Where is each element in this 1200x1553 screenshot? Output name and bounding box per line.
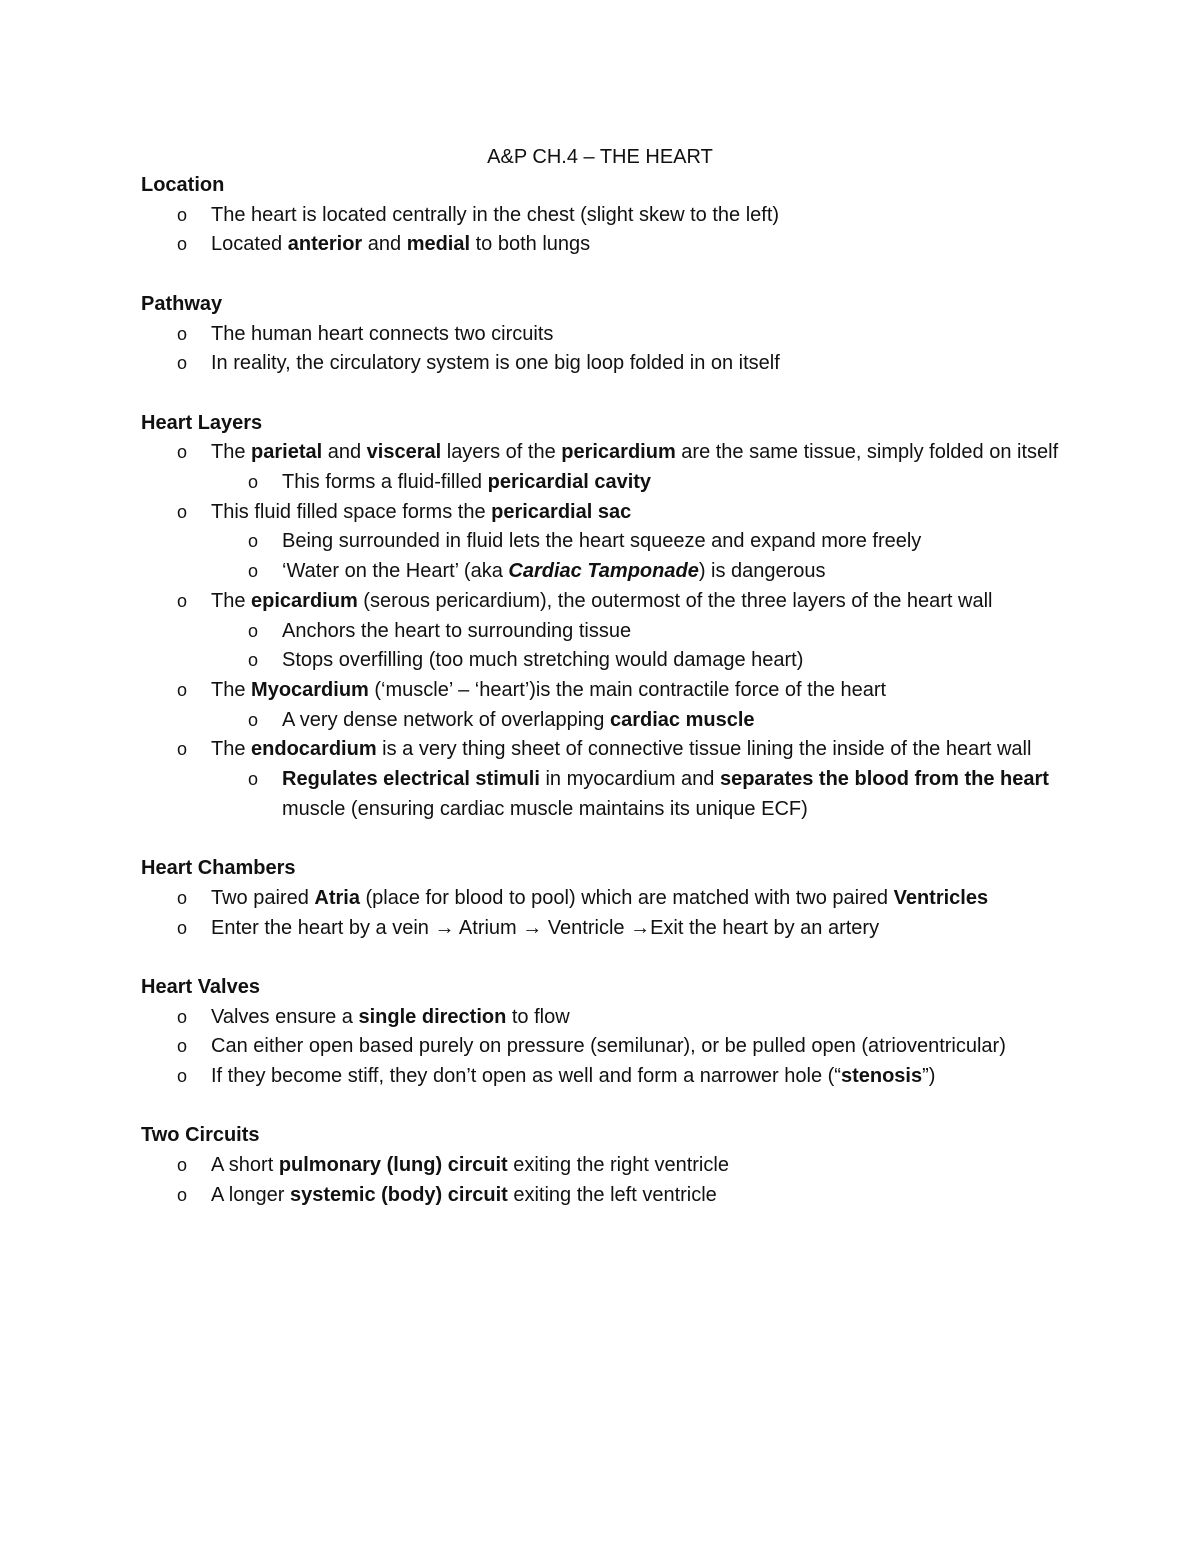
bullet-circle-icon: o (248, 472, 259, 492)
bullet-circle-icon: o (248, 561, 259, 582)
text-run: to both lungs (470, 233, 591, 256)
bold-term: pericardial cavity (487, 471, 652, 493)
bold-term: stenosis (840, 1065, 923, 1088)
section-heart-layers (141, 409, 1081, 825)
list-item (141, 676, 1081, 735)
bullet-circle-icon: o (248, 709, 259, 730)
text-run: are the same tissue, simply folded on itself (675, 441, 1059, 464)
list-item (141, 1062, 1081, 1092)
bullet-circle-icon: o (248, 531, 259, 552)
sub-list-item (141, 765, 1081, 824)
bold-term: visceral (366, 441, 442, 464)
bold-term: pericardium (561, 441, 676, 464)
bullet-list (141, 438, 1081, 824)
text-run: The (211, 738, 252, 761)
document-body (141, 171, 1081, 1240)
list-item (141, 230, 1081, 260)
text-run: ‘Water on the Heart’ (aka (282, 560, 509, 583)
bullet-circle-icon: o (248, 650, 259, 671)
sub-list-item (141, 646, 1081, 676)
bold-term: anterior (287, 233, 363, 256)
bullet-circle-icon: o (177, 739, 188, 760)
document-title: A&P CH.4 – THE HEART (487, 146, 713, 168)
text-run: A short (211, 1154, 279, 1177)
text-run: (‘muscle’ – ‘heart’)is the main contractile force of the heart (368, 678, 887, 701)
bold-term: Atria (314, 886, 360, 909)
list-item (141, 735, 1081, 824)
bullet-circle-icon: o (177, 1006, 188, 1027)
text-run: If they become stiff, they don’t open as well and form a narrower hole (“ (211, 1065, 841, 1088)
bold-term: pericardial sac (491, 500, 632, 523)
list-item (141, 438, 1081, 497)
section-heart-chambers (141, 854, 1081, 943)
text-run: muscle (ensuring cardiac muscle maintains its unique ECF) (282, 797, 808, 820)
section-heading: Pathway (141, 292, 223, 315)
sub-list-item (141, 468, 1081, 498)
list-item (141, 1181, 1081, 1211)
bold-term: Ventricles (893, 886, 989, 909)
bold-term: endocardium (251, 738, 377, 761)
text-run: and (362, 233, 407, 256)
text-run: is a very thing sheet of connective tissue lining the inside of the heart wall (376, 738, 1032, 761)
text-run: to flow (506, 1005, 570, 1028)
list-item (141, 587, 1081, 676)
bullet-circle-icon: o (248, 769, 259, 790)
section-heading: Location (141, 174, 225, 196)
bullet-circle-icon: o (177, 1066, 188, 1087)
text-run: Valves ensure a (211, 1005, 359, 1028)
bold-term: medial (406, 233, 471, 256)
text-run: Being surrounded in fluid lets the heart squeeze and expand more freely (282, 530, 922, 553)
text-run: This fluid filled space forms the (211, 500, 492, 523)
text-run: ”) (922, 1065, 936, 1088)
bullet-circle-icon: o (177, 353, 188, 374)
text-run: The (211, 441, 252, 464)
sub-bullet-list (211, 765, 1081, 824)
list-item (141, 1151, 1081, 1181)
text-run: A longer (211, 1183, 290, 1206)
list-item (141, 498, 1081, 587)
bullet-list (141, 320, 1081, 379)
text-run: layers of the (441, 441, 562, 464)
bold-term: systemic (body) circuit (289, 1183, 508, 1206)
bullet-list (141, 1003, 1081, 1092)
text-run: and (322, 441, 367, 464)
sub-bullet-list (211, 527, 1081, 586)
bullet-circle-icon: o (177, 1155, 188, 1176)
text-run: Enter the heart by a vein → Atrium → Ventricle →Exit the heart by an artery (211, 916, 880, 939)
bullet-circle-icon: o (177, 442, 188, 463)
text-run: (serous pericardium), the outermost of the three layers of the heart wall (357, 589, 993, 612)
text-run: The (211, 589, 252, 612)
list-item (141, 1032, 1081, 1062)
section-location (141, 171, 1081, 260)
bullet-circle-icon: o (177, 204, 188, 225)
text-run: in myocardium and (539, 768, 720, 791)
bullet-circle-icon: o (177, 679, 188, 700)
section-pathway (141, 290, 1081, 379)
list-item (141, 914, 1081, 944)
bold-term: separates the blood from the heart (719, 768, 1049, 791)
bullet-circle-icon: o (177, 887, 188, 908)
bullet-list (141, 884, 1081, 943)
bullet-circle-icon: o (177, 323, 188, 344)
text-run: exiting the right ventricle (507, 1154, 729, 1177)
bullet-circle-icon: o (177, 917, 188, 938)
section-heading: Two Circuits (141, 1124, 260, 1147)
text-run: The heart is located centrally in the chest (slight skew to the left) (211, 203, 780, 226)
text-run: exiting the left ventricle (507, 1183, 717, 1206)
text-run: A very dense network of overlapping (282, 708, 610, 731)
bold-term: Myocardium (251, 678, 369, 701)
text-run: The (211, 678, 252, 701)
sub-bullet-list (211, 706, 1081, 736)
sub-list-item (141, 527, 1081, 557)
text-run: Located (211, 233, 288, 256)
list-item (141, 201, 1081, 231)
bullet-circle-icon: o (177, 234, 188, 255)
section-heart-valves (141, 973, 1081, 1092)
bold-term: pulmonary (lung) circuit (278, 1154, 508, 1177)
bold-term: epicardium (251, 589, 358, 612)
bold-term: parietal (251, 441, 323, 464)
text-run: This forms a fluid-filled (282, 471, 488, 493)
section-heading: Heart Chambers (141, 857, 296, 880)
text-run: Anchors the heart to surrounding tissue (282, 619, 632, 642)
bullet-circle-icon: o (177, 590, 188, 611)
sub-list-item (141, 557, 1081, 587)
bold-term: cardiac muscle (609, 708, 755, 731)
bullet-circle-icon: o (248, 620, 259, 641)
bullet-list (141, 1151, 1081, 1210)
text-run: Can either open based purely on pressure (semilunar), or be pulled open (atrioventricular) (211, 1035, 1006, 1058)
bullet-circle-icon: o (177, 501, 188, 522)
list-item (141, 349, 1081, 379)
text-run: Stops overfilling (too much stretching would damage heart) (282, 649, 804, 672)
list-item (141, 1003, 1081, 1033)
bullet-circle-icon: o (177, 1184, 188, 1205)
bullet-circle-icon: o (177, 1036, 188, 1057)
list-item (141, 320, 1081, 350)
bullet-list (141, 201, 1081, 260)
text-run: The human heart connects two circuits (211, 322, 554, 345)
sub-list-item (141, 617, 1081, 647)
section-heading: Heart Valves (141, 975, 260, 998)
section-two-circuits (141, 1121, 1081, 1210)
text-run: Two paired (211, 886, 315, 909)
emphasis-text: Cardiac Tamponade (508, 560, 699, 583)
text-run: (place for blood to pool) which are matched with two paired (359, 886, 894, 909)
list-item (141, 884, 1081, 914)
text-run: ) is dangerous (698, 560, 826, 583)
sub-bullet-list (211, 468, 1081, 498)
bold-term: Regulates electrical stimuli (282, 768, 540, 791)
sub-list-item (141, 706, 1081, 736)
sub-bullet-list (211, 617, 1081, 676)
bold-term: single direction (358, 1005, 507, 1028)
section-heading: Heart Layers (141, 411, 263, 434)
bold-italic-term (508, 560, 698, 582)
text-run: In reality, the circulatory system is one big loop folded in on itself (211, 352, 780, 375)
